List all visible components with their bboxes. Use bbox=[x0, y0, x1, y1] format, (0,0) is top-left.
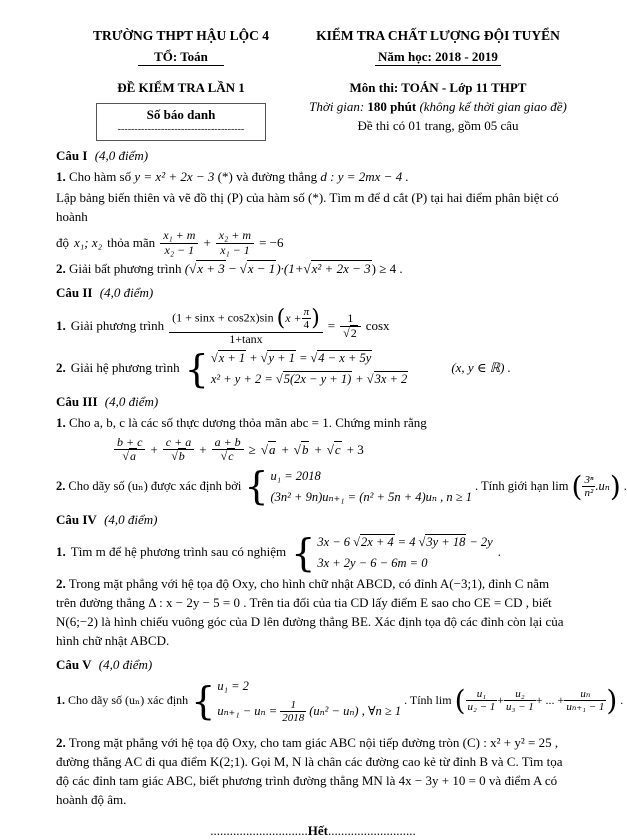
sqrt-radical: √ x² + 2x − 3 bbox=[304, 260, 372, 276]
cau2-q2-number: 2. bbox=[56, 360, 66, 376]
cau2-q2-text: Giải hệ phương trình bbox=[70, 360, 180, 376]
paren-group bbox=[455, 688, 618, 714]
system-row-2: 3x + 2y − 6 − 6m = 0 bbox=[317, 556, 428, 571]
equation-system bbox=[244, 467, 472, 506]
cau1-q1-equation: y = x² + 2x − 3 bbox=[134, 168, 215, 184]
cau1-heading bbox=[56, 147, 570, 166]
cau1-q1-text-d: thỏa mãn bbox=[107, 234, 156, 250]
cau3-heading bbox=[56, 393, 570, 412]
cau4-q2-number: 2. bbox=[56, 576, 66, 592]
cau4-q1-number: 1. bbox=[56, 544, 66, 560]
duration-note: (không kể thời gian giao đề) bbox=[419, 99, 567, 115]
cau1-q1-number: 1. bbox=[56, 168, 66, 184]
cau3-q2-line bbox=[56, 467, 627, 506]
subject-line: Môn thi: TOÁN - Lớp 11 THPT bbox=[349, 80, 527, 96]
cau4-heading bbox=[56, 511, 570, 530]
cau1-q1-line-equation: d : y = 2mx − 4 . bbox=[320, 168, 409, 184]
cau2-q2-line bbox=[56, 349, 570, 388]
equation-system bbox=[191, 677, 401, 724]
cau4-q2-paragraph bbox=[56, 575, 570, 650]
system-row-2: uₙ₊₁ − uₙ = $\frac{1}{2018}$ (uₙ² − uₙ) , ∀n ≥ 1 bbox=[217, 698, 402, 724]
system-row-2: x² + y + 2 = √ 5(2x − y + 1) + √ 3x + 2 bbox=[211, 370, 409, 388]
minus-sign: − bbox=[229, 261, 237, 277]
cau1-q1-line2: Lập bảng biến thiên và vẽ đồ thị (P) của hàm số (*). Tìm m để d cắt (P) tại hai điểm phân biệt có hoành bbox=[56, 189, 559, 224]
section-cau-2 bbox=[56, 284, 570, 388]
cau5-q2-text: Trong mặt phẳng với hệ tọa độ Oxy, cho tam giác ABC nội tiếp đường tròn (C) : x² + y² = 25 , đường thẳng AC đi qua điểm K(2;1). Gọi M, N là chân các đường cao kẻ từ đỉnh B và C. Tìm tọa độ các đỉnh tam giác ABC, biết phương trình đường thẳng MN là 4x − 3y + 10 = 0 và điểm A có hoành độ âm. bbox=[56, 735, 563, 807]
fraction: ( $\frac{\text{3ⁿ}}{\text{n²}}$ bbox=[584, 473, 594, 500]
fraction: $\frac{1}{2018}$ bbox=[282, 698, 305, 724]
plus-sign: + bbox=[281, 441, 289, 457]
cau5-q1-number: 1. bbox=[56, 693, 65, 708]
sqrt-radical: √ b bbox=[294, 441, 310, 460]
cau3-q1-text: Cho a, b, c là các số thực dương thỏa mãn abc = 1. Chứng minh rằng bbox=[69, 415, 427, 431]
fraction: a + b √ c bbox=[212, 436, 244, 464]
cau1-q1-roots: x₁; x₂ bbox=[74, 234, 103, 250]
cau1-points: (4,0 điểm) bbox=[94, 148, 149, 164]
fraction: ( $\frac{\text{u₁}}{\text{u₂ − 1}}$ bbox=[467, 688, 496, 714]
sqrt-radical: √ 2x + 4 bbox=[353, 533, 395, 551]
cau1-q2-line bbox=[56, 260, 570, 279]
plus-three: + 3 bbox=[346, 441, 364, 457]
fraction: $\frac{\text{x₂ + m}}{\text{x₁ − 1}}$ bbox=[216, 229, 254, 257]
cau1-q2-number: 2. bbox=[56, 261, 66, 277]
cau1-q1-condition-line bbox=[56, 229, 570, 257]
u-n-term: .uₙ bbox=[595, 479, 610, 494]
cau3-q2-text: Cho dãy số (uₙ) được xác định bởi bbox=[68, 479, 242, 494]
cau1-q1-text-b: (*) và đường thẳng bbox=[217, 168, 318, 184]
cau5-points: (4,0 điểm) bbox=[98, 656, 153, 672]
cau1-q1-rhs: = −6 bbox=[259, 234, 284, 250]
geq-sign: ≥ bbox=[248, 441, 256, 457]
sqrt-radical: √ c bbox=[221, 448, 235, 463]
cau2-q2-domain: (x, y ∈ ℝ) . bbox=[451, 360, 511, 376]
fraction-numerator: (1 + sinx + cos2x)sin ( x + $\frac{\pi}{4}$ ) bbox=[169, 306, 323, 332]
duration-label: Thời gian: bbox=[309, 99, 365, 115]
dots-right: ........................... bbox=[327, 822, 416, 838]
cau3-points: (4,0 điểm) bbox=[104, 394, 159, 410]
equation-system bbox=[291, 533, 493, 572]
exam-name: KIỂM TRA CHẤT LƯỢNG ĐỘI TUYỂN bbox=[316, 28, 560, 43]
system-row-1: { u₁ = 2018 bbox=[270, 468, 321, 483]
header-left-column bbox=[56, 26, 306, 141]
plus-sign: + bbox=[497, 693, 505, 708]
cau2-q1-line bbox=[56, 306, 570, 346]
candidate-number-box bbox=[96, 103, 266, 141]
section-cau-3 bbox=[56, 393, 627, 506]
plus-sign: + bbox=[150, 441, 158, 457]
duration-line bbox=[306, 98, 570, 117]
cau5-q2-paragraph bbox=[56, 734, 570, 809]
candidate-number-blank: -------------------------------------- bbox=[117, 124, 245, 136]
sqrt-radical: √ x + 3 bbox=[189, 260, 226, 276]
cau2-title: Câu II bbox=[56, 285, 93, 301]
paren-group: ( x + $\frac{\pi}{4}$ ) bbox=[277, 306, 320, 332]
one-over-sqrt2: 1 √ 2 bbox=[340, 312, 361, 340]
cau5-q1-limit-text: . Tính lim bbox=[404, 693, 452, 708]
school-year-label: Năm học: 2018 - 2019 bbox=[375, 49, 501, 66]
cau2-q1-text: Giải phương trình bbox=[70, 317, 165, 333]
cau5-q1-text: Cho dãy số (uₙ) xác định bbox=[68, 693, 189, 708]
cau3-q2-number: 2. bbox=[56, 479, 66, 494]
school-year bbox=[306, 48, 570, 67]
cau4-q1-line bbox=[56, 533, 570, 572]
ellipsis-plus: + ... + bbox=[535, 693, 565, 708]
cau4-q1-text: Tìm m để hệ phương trình sau có nghiệm bbox=[70, 544, 287, 560]
section-cau-4 bbox=[56, 511, 570, 650]
sqrt-radical: √ 3x + 2 bbox=[367, 370, 409, 388]
candidate-number-label: Số báo danh bbox=[146, 107, 216, 123]
cau4-q2-text: Trong mặt phẳng với hệ tọa độ Oxy, cho hình chữ nhật ABCD, có đỉnh A(−3;1), đỉnh C nằm trên đường thẳng Δ : x − 2y − 5 = 0 . Trên tia đối của tia CD lấy điểm E sao cho CE = CD , biết N(6;−2) là hình chiếu vuông góc của D lên đường thẳng BE. Xác định tọa độ các đỉnh còn lại của hình chữ nhật ABCD. bbox=[56, 576, 564, 648]
plus-sign: + bbox=[203, 234, 211, 250]
cau1-q1-line1 bbox=[56, 168, 570, 187]
system-row-1: { u₁ = 2 bbox=[217, 679, 249, 694]
equals-sign: = bbox=[327, 317, 336, 333]
sqrt2-denominator bbox=[340, 326, 361, 340]
fraction: c + a √ b bbox=[163, 436, 194, 464]
section-cau-5 bbox=[56, 656, 624, 810]
department-label: TỔ: Toán bbox=[138, 49, 224, 66]
cau4-title: Câu IV bbox=[56, 512, 97, 528]
system-row-1: { 3x − 6 √ 2x + 4 = 4 √ 3y + 18 − 2y bbox=[317, 533, 492, 551]
period: . bbox=[623, 479, 627, 494]
system-row-1: √ { x + 1 + √ y + 1 = √ 4 − x + 5y bbox=[211, 349, 372, 367]
fraction: $\frac{\text{uₙ}}{\text{uₙ₊₁ − 1}}$ bbox=[566, 688, 605, 714]
cau2-heading bbox=[56, 284, 570, 303]
cau2-points: (4,0 điểm) bbox=[99, 285, 154, 301]
period: . bbox=[620, 693, 624, 708]
fraction: $\frac{\text{u₂}}{\text{u₃ − 1}}$ bbox=[506, 688, 534, 714]
fraction-denominator: 1+tanx bbox=[169, 332, 323, 346]
sqrt-radical: √ 5(2x − y + 1) bbox=[276, 370, 352, 388]
sqrt-radical: √ a bbox=[122, 448, 137, 463]
sqrt-radical: √ 2 bbox=[343, 325, 358, 340]
cau3-q2-limit-text: . Tính giới hạn lim bbox=[474, 479, 569, 494]
cau3-inequality bbox=[114, 436, 570, 464]
sqrt-radical: √ a bbox=[261, 441, 277, 460]
cau1-q2-rhs: ) ≥ 4 . bbox=[371, 261, 403, 277]
header-right-column bbox=[306, 26, 570, 141]
department bbox=[56, 48, 306, 67]
exam-header bbox=[56, 26, 570, 141]
cau1-q1-text-a: Cho hàm số bbox=[69, 168, 132, 184]
section-cau-1 bbox=[56, 147, 570, 279]
school-name: TRƯỜNG THPT HẬU LỘC 4 bbox=[92, 28, 270, 43]
dots-left: .............................. bbox=[210, 822, 308, 838]
cau3-q1-line bbox=[56, 414, 570, 433]
cau5-q1-line bbox=[56, 677, 624, 724]
sqrt-radical: √ c bbox=[327, 441, 342, 460]
fraction: $\frac{\text{x₁ + m}}{\text{x₂ − 1}}$ bbox=[160, 229, 198, 257]
exam-round-title: ĐỀ KIỂM TRA LẦN 1 bbox=[117, 80, 245, 96]
plus-sign: + bbox=[314, 441, 322, 457]
cau3-title: Câu III bbox=[56, 394, 98, 410]
open-paren: ( bbox=[184, 261, 190, 277]
cau1-title: Câu I bbox=[56, 148, 88, 164]
cau4-points: (4,0 điểm) bbox=[104, 512, 158, 528]
cau3-q1-number: 1. bbox=[56, 415, 66, 431]
plus-sign: + bbox=[199, 441, 207, 457]
sqrt-radical: √ b bbox=[171, 448, 186, 463]
big-fraction bbox=[169, 306, 323, 346]
cau5-title: Câu V bbox=[56, 656, 92, 672]
sqrt-radical: √ 3y + 18 bbox=[418, 533, 466, 551]
sqrt-radical: √ x − 1 bbox=[240, 260, 277, 276]
cau2-q1-number: 1. bbox=[56, 317, 66, 333]
system-row-2: (3n² + 9n)uₙ₊₁ = (n² + 5n + 4)uₙ , n ≥ 1 bbox=[270, 490, 472, 505]
paren-group bbox=[572, 474, 621, 500]
end-of-exam-line bbox=[56, 822, 570, 840]
cau1-q1-text-c: độ bbox=[56, 234, 69, 250]
fraction: b + c √ a bbox=[114, 436, 145, 464]
end-word: Hết bbox=[307, 822, 328, 838]
middle-text: )·(1+ bbox=[276, 261, 304, 277]
cau5-heading bbox=[56, 656, 570, 675]
equation-system bbox=[185, 349, 409, 388]
sqrt-radical: √ y + 1 bbox=[261, 349, 296, 367]
sqrt-radical: √ 4 − x + 5y bbox=[310, 349, 372, 367]
cau2-q1-cosx: cosx bbox=[365, 317, 390, 333]
duration-value: 180 phút bbox=[367, 99, 417, 115]
cau5-q2-number: 2. bbox=[56, 735, 66, 751]
period: . bbox=[497, 544, 501, 560]
sqrt-radical: √ { x + 1 bbox=[211, 349, 246, 367]
cau1-q2-text: Giải bất phương trình bbox=[69, 261, 182, 277]
page-count-note: Đề thi có 01 trang, gồm 05 câu bbox=[357, 118, 519, 134]
pi-over-4: $\frac{\pi}{4}$ bbox=[303, 306, 310, 332]
